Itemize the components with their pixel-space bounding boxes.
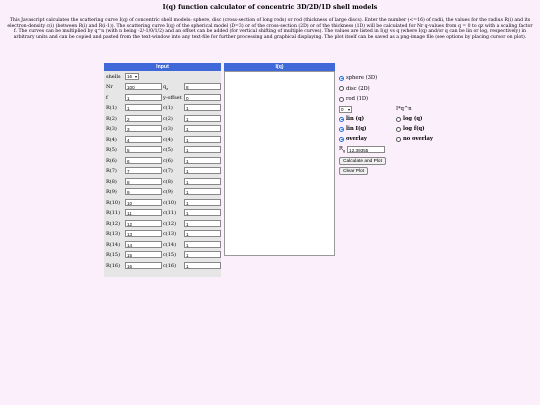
c-input[interactable]: 1 bbox=[184, 241, 221, 248]
r-label: R(10) bbox=[106, 199, 121, 206]
radius-row bbox=[104, 113, 221, 124]
r-input[interactable]: 10 bbox=[125, 199, 162, 206]
c-input[interactable]: 1 bbox=[184, 220, 221, 227]
radius-row bbox=[104, 229, 221, 240]
radius-row bbox=[104, 155, 221, 166]
r-input[interactable]: 2 bbox=[125, 115, 162, 122]
f-label: f bbox=[106, 94, 108, 101]
nr-qz-row bbox=[104, 82, 221, 93]
lin-q-label: lin (q) bbox=[346, 116, 365, 122]
page-title: I(q) function calculator of concentric 3D/2D/1D shell models bbox=[162, 4, 378, 11]
r-input[interactable]: 14 bbox=[125, 241, 162, 248]
r-input[interactable]: 16 bbox=[125, 262, 162, 269]
rg-label: $R_g$ bbox=[339, 146, 346, 154]
lin-iq-option[interactable] bbox=[339, 126, 366, 132]
lin-iq-label: lin I(q) bbox=[346, 126, 367, 132]
iq-header: I(q) bbox=[224, 63, 335, 71]
shells-select[interactable] bbox=[125, 73, 139, 80]
disc-label: disc (2D) bbox=[346, 85, 370, 92]
radius-row bbox=[104, 134, 221, 145]
r-label: R(3) bbox=[106, 126, 117, 132]
c-label: c(5) bbox=[163, 147, 173, 153]
r-label: R(4) bbox=[106, 136, 117, 143]
r-input[interactable]: 15 bbox=[125, 251, 162, 258]
c-input[interactable]: 1 bbox=[184, 104, 221, 111]
log-q-option[interactable] bbox=[396, 116, 422, 122]
shells-value: 16 bbox=[127, 73, 133, 79]
radius-row bbox=[104, 208, 221, 219]
r-input[interactable]: 3 bbox=[125, 125, 162, 132]
c-label: c(11) bbox=[163, 210, 177, 216]
log-iq-radio[interactable] bbox=[396, 127, 401, 132]
iq-textarea[interactable] bbox=[225, 72, 334, 255]
qn-label: I*q^n bbox=[396, 106, 412, 112]
log-iq-label: log f(q) bbox=[403, 126, 425, 132]
c-input[interactable]: 1 bbox=[184, 209, 221, 216]
nr-input[interactable]: 100 bbox=[125, 83, 162, 90]
c-label: c(9) bbox=[163, 189, 173, 195]
r-label: R(12) bbox=[106, 220, 121, 227]
overlay-option[interactable] bbox=[339, 136, 367, 142]
radius-row bbox=[104, 124, 221, 135]
radius-row bbox=[104, 218, 221, 229]
r-label: R(6) bbox=[106, 157, 117, 164]
no-overlay-label: no overlay bbox=[403, 136, 433, 142]
n-value: 0 bbox=[341, 107, 344, 112]
no-overlay-radio[interactable] bbox=[396, 137, 401, 142]
r-label: R(16) bbox=[106, 262, 121, 269]
c-label: c(4) bbox=[163, 136, 173, 143]
chevron-down-icon: ▾ bbox=[347, 107, 350, 112]
yoffset-input[interactable]: 0 bbox=[184, 94, 221, 101]
r-input[interactable]: 13 bbox=[125, 230, 162, 237]
chevron-down-icon: ▾ bbox=[134, 73, 137, 79]
r-label: R(7) bbox=[106, 168, 117, 174]
iq-output-panel bbox=[224, 71, 335, 256]
overlay-label: overlay bbox=[346, 136, 367, 142]
yoffset-label: y-offset bbox=[163, 94, 182, 101]
c-label: c(14) bbox=[163, 241, 177, 248]
r-input[interactable]: 12 bbox=[125, 220, 162, 227]
r-label: R(15) bbox=[106, 252, 121, 258]
rod-label: rod (1D) bbox=[346, 96, 369, 102]
shells-label: shells bbox=[106, 73, 121, 80]
f-offset-row bbox=[104, 92, 221, 103]
r-input[interactable]: 8 bbox=[125, 178, 162, 185]
overlay-radio[interactable] bbox=[339, 137, 344, 142]
radius-row bbox=[104, 166, 221, 177]
calculate-plot-button[interactable]: Calculate and Plot bbox=[339, 157, 386, 165]
sphere-radio[interactable] bbox=[339, 76, 344, 81]
rg-row bbox=[339, 146, 385, 153]
log-q-radio[interactable] bbox=[396, 117, 401, 122]
c-input[interactable]: 1 bbox=[184, 125, 221, 132]
n-select[interactable] bbox=[339, 106, 352, 113]
shells-row bbox=[104, 71, 221, 82]
n-row bbox=[339, 106, 352, 113]
r-label: R(8) bbox=[106, 178, 117, 185]
r-input[interactable]: 5 bbox=[125, 146, 162, 153]
sphere-option[interactable] bbox=[339, 75, 377, 81]
radius-row bbox=[104, 145, 221, 156]
r-label: R(1) bbox=[106, 105, 117, 111]
c-input[interactable]: 1 bbox=[184, 136, 221, 143]
r-input[interactable]: 4 bbox=[125, 136, 162, 143]
c-label: c(1) bbox=[163, 105, 173, 111]
r-label: R(14) bbox=[106, 241, 121, 248]
r-label: R(2) bbox=[106, 115, 117, 122]
r-label: R(5) bbox=[106, 147, 117, 153]
rod-radio[interactable] bbox=[339, 97, 344, 102]
c-input[interactable]: 1 bbox=[184, 251, 221, 258]
c-label: c(6) bbox=[163, 157, 173, 164]
c-label: c(15) bbox=[163, 252, 177, 258]
qz-subscript: z bbox=[166, 87, 169, 91]
intro-text: This Javascript calculates the scattering curve I(q) of concentric shell models: sphere, disc (cross-section of long rods) or rod (thickness of large discs). Enter the number (<=16) of radii, the values for the radius R(i) and its electron-density c(i) (between R(i) and R(i-1)). The scattering curve I(q) of the spherical model (D=3) or of the cross-section (2D) or of the thickness (1D) will be calculated for Nr q-values from q = 0 to qz with a scaling factor f. The curves can be multiplied by q^n (with n being -2/-1/0/1/2) and an offset can be added (for vertical shifting of multiple curves). The values are listed in I(q) vs q (where I(q) and/or q can be lin or log, respectively) in arbitrary units and can be copied and pasted from the text-window into any text-file for further processing and graphical displaying. The plot itself can be saved as a png-image file (see options by placing cursor on plot). bbox=[7, 18, 533, 40]
c-label: c(13) bbox=[163, 231, 177, 237]
rg-subscript: g bbox=[342, 149, 346, 154]
c-input[interactable]: 1 bbox=[184, 146, 221, 153]
qz-label: $q_z$ bbox=[163, 84, 169, 91]
input-panel bbox=[104, 71, 221, 277]
radius-row bbox=[104, 187, 221, 198]
rg-value: 12.39355 bbox=[347, 146, 385, 153]
r-input[interactable]: 11 bbox=[125, 209, 162, 216]
radius-row bbox=[104, 197, 221, 208]
c-label: c(10) bbox=[163, 199, 177, 206]
radius-row bbox=[104, 239, 221, 250]
r-label: R(11) bbox=[106, 210, 121, 216]
nr-label: Nr bbox=[106, 84, 113, 90]
radius-row bbox=[104, 250, 221, 261]
c-label: c(8) bbox=[163, 178, 173, 185]
rod-option[interactable] bbox=[339, 96, 368, 102]
log-q-label: log (q) bbox=[403, 116, 423, 122]
radius-row bbox=[104, 260, 221, 271]
c-label: c(7) bbox=[163, 168, 173, 174]
c-input[interactable]: 1 bbox=[184, 199, 221, 206]
lin-iq-radio[interactable] bbox=[339, 127, 344, 132]
c-label: c(3) bbox=[163, 126, 173, 132]
c-label: c(2) bbox=[163, 115, 173, 122]
lin-q-option[interactable] bbox=[339, 116, 364, 122]
qz-input[interactable]: 8 bbox=[184, 83, 221, 90]
c-input[interactable]: 1 bbox=[184, 230, 221, 237]
disc-option[interactable] bbox=[339, 86, 370, 92]
clear-plot-button[interactable]: Clear Plot bbox=[339, 167, 368, 175]
f-input[interactable]: 1 bbox=[125, 94, 162, 101]
log-iq-option[interactable] bbox=[396, 126, 425, 132]
c-input[interactable]: 1 bbox=[184, 262, 221, 269]
c-label: c(12) bbox=[163, 220, 177, 227]
no-overlay-option[interactable] bbox=[396, 136, 433, 142]
c-input[interactable]: 1 bbox=[184, 167, 221, 174]
r-input[interactable]: 1 bbox=[125, 104, 162, 111]
c-input[interactable]: 1 bbox=[184, 188, 221, 195]
c-input[interactable]: 1 bbox=[184, 178, 221, 185]
r-input[interactable]: 6 bbox=[125, 157, 162, 164]
sphere-label: sphere (3D) bbox=[346, 75, 378, 81]
c-label: c(16) bbox=[163, 262, 177, 269]
input-header: Input bbox=[104, 63, 221, 71]
c-input[interactable]: 1 bbox=[184, 157, 221, 164]
radius-row bbox=[104, 103, 221, 114]
disc-radio[interactable] bbox=[339, 86, 344, 91]
radius-row bbox=[104, 176, 221, 187]
r-input[interactable]: 9 bbox=[125, 188, 162, 195]
r-label: R(9) bbox=[106, 189, 117, 195]
c-input[interactable]: 1 bbox=[184, 115, 221, 122]
r-input[interactable]: 7 bbox=[125, 167, 162, 174]
r-label: R(13) bbox=[106, 231, 121, 237]
lin-q-radio[interactable] bbox=[339, 117, 344, 122]
